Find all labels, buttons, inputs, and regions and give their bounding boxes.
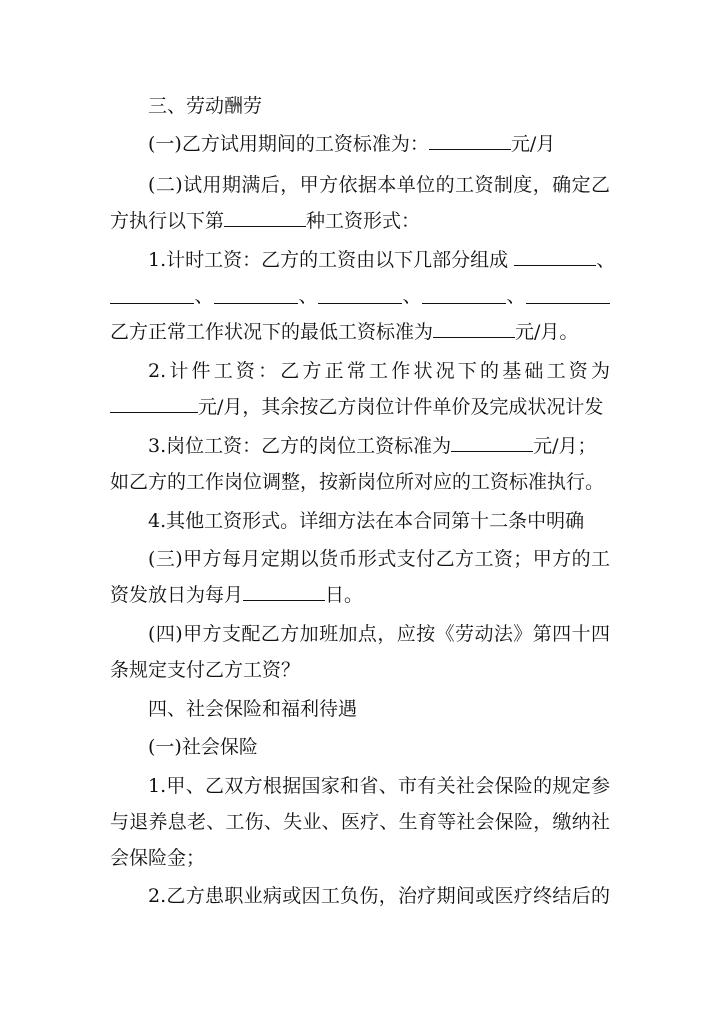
blank-field	[429, 131, 511, 150]
paragraph-piece-wage-line1: 2.计件工资：乙方正常工作状况下的基础工资为	[148, 360, 610, 382]
paragraph-wage-system-line1: (二)试用期满后，甲方依据本单位的工资制度，确定乙	[148, 174, 610, 196]
paragraph-occupational-injury-line1: 2.乙方患职业病或因工负伤，治疗期间或医疗终结后的	[148, 885, 610, 907]
paragraph-time-wage-blanks	[110, 282, 610, 310]
blank-field	[514, 247, 596, 266]
paragraph-wage-system-line2: 方执行以下第 种工资形式：	[110, 210, 421, 232]
paragraph-insurance-line1: 1.甲、乙双方根据国家和省、市有关社会保险的规定参	[148, 775, 610, 797]
separator: 、	[402, 285, 422, 307]
paragraph-social-insurance: (一)社会保险	[148, 736, 258, 758]
blank-field	[224, 208, 306, 227]
section-3-title: 三、劳动酬劳	[148, 95, 263, 117]
section-4-title: 四、社会保险和福利待遇	[148, 698, 358, 720]
paragraph-time-wage-line3: 乙方正常工作状况下的最低工资标准为 元/月。	[110, 321, 579, 343]
paragraph-other-wage: 4.其他工资形式。详细方法在本合同第十二条中明确	[148, 510, 585, 532]
blank-field	[422, 285, 506, 304]
blank-field	[243, 582, 325, 601]
blank-field	[318, 285, 402, 304]
blank-field	[214, 285, 298, 304]
blank-field	[526, 285, 610, 304]
blank-field	[451, 433, 533, 452]
separator: 、	[506, 285, 526, 307]
paragraph-overtime-line2: 条规定支付乙方工资？	[110, 659, 301, 681]
blank-field	[110, 285, 194, 304]
blank-field	[110, 394, 198, 413]
paragraph-post-wage-line2: 如乙方的工作岗位调整，按新岗位所对应的工资标准执行。	[110, 471, 605, 493]
paragraph-piece-wage-line2: 元/月，其余按乙方岗位计件单价及完成状况计发	[110, 393, 610, 421]
paragraph-overtime-line1: (四)甲方支配乙方加班加点，应按《劳动法》第四十四	[148, 623, 610, 645]
paragraph-insurance-line2: 与退养息老、工伤、失业、医疗、生育等社会保险，缴纳社	[110, 811, 610, 833]
paragraph-payment-line1: (三)甲方每月定期以货币形式支付乙方工资；甲方的工	[148, 548, 610, 570]
paragraph-time-wage-line1: 1.计时工资：乙方的工资由以下几部分组成 、	[148, 249, 616, 271]
paragraph-insurance-line3: 会保险金；	[110, 847, 206, 869]
paragraph-payment-line2: 资发放日为每月 日。	[110, 584, 364, 606]
blank-field	[433, 319, 515, 338]
paragraph-post-wage-line1: 3.岗位工资：乙方的岗位工资标准为 元/月；	[148, 435, 597, 457]
separator: 、	[298, 285, 318, 307]
paragraph-probation-wage: (一)乙方试用期间的工资标准为： 元/月	[148, 133, 556, 155]
separator: 、	[194, 285, 214, 307]
